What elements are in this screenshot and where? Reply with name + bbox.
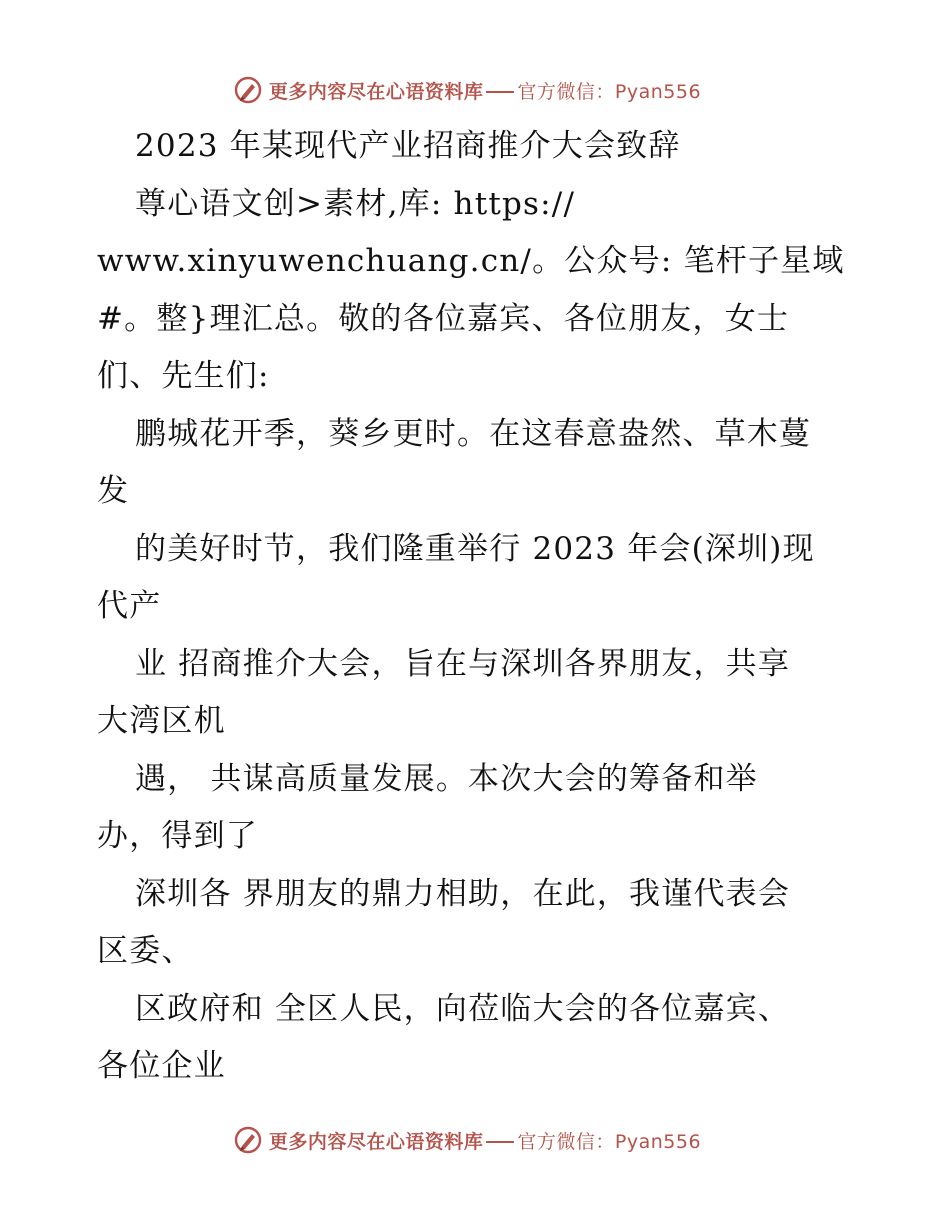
text-line: 们、先生们: xyxy=(97,358,270,394)
text-line: 深圳各 界朋友的鼎力相助，在此，我谨代表会 xyxy=(135,875,791,912)
document-title: 2023 年某现代产业招商推介大会致辞 xyxy=(135,128,681,164)
header-banner-inner xyxy=(233,75,701,105)
header-banner-secondary: 官方微信：Pyan556 xyxy=(517,80,702,103)
header-banner xyxy=(0,70,950,110)
pen-logo-icon xyxy=(233,1125,263,1155)
footer-banner-dash xyxy=(486,1141,514,1143)
text-line: 区委、 xyxy=(97,933,194,969)
header-banner-main: 更多内容尽在心语资料库 xyxy=(268,80,484,103)
pen-logo-icon xyxy=(233,75,263,105)
footer-banner-inner xyxy=(233,1125,701,1155)
text-line: 遇， 共谋高质量发展。本次大会的筹备和举 xyxy=(135,760,758,797)
footer-banner xyxy=(0,1120,950,1160)
footer-banner-text xyxy=(269,1127,701,1154)
text-line: 的美好时节，我们隆重举行 2023 年会(深圳)现 xyxy=(135,530,815,567)
header-banner-text xyxy=(269,77,701,104)
text-line: 大湾区机 xyxy=(97,703,226,739)
text-line: 各位企业 xyxy=(97,1048,226,1084)
text-line: 业 招商推介大会，旨在与深圳各界朋友，共享 xyxy=(135,645,791,682)
text-line: #。整}理汇总。敬的各位嘉宾、各位朋友，女士 xyxy=(97,300,790,337)
text-line: 代产 xyxy=(97,588,162,624)
document-body xyxy=(97,118,887,1096)
text-line: 办，得到了 xyxy=(97,818,258,854)
text-line: 区政府和 全区人民，向莅临大会的各位嘉宾、 xyxy=(135,990,791,1027)
footer-banner-main: 更多内容尽在心语资料库 xyxy=(268,1130,484,1153)
text-line: 发 xyxy=(97,473,130,509)
text-line: 尊心语文创>素材,库: https:// xyxy=(135,185,576,222)
footer-banner-secondary: 官方微信：Pyan556 xyxy=(517,1130,702,1153)
text-line: 鹏城花开季，葵乡更时。在这春意盎然、草木蔓 xyxy=(135,415,812,452)
header-banner-dash xyxy=(486,91,514,93)
text-line: www.xinyuwenchuang.cn/。公众号: 笔杆子星域 xyxy=(97,243,845,279)
